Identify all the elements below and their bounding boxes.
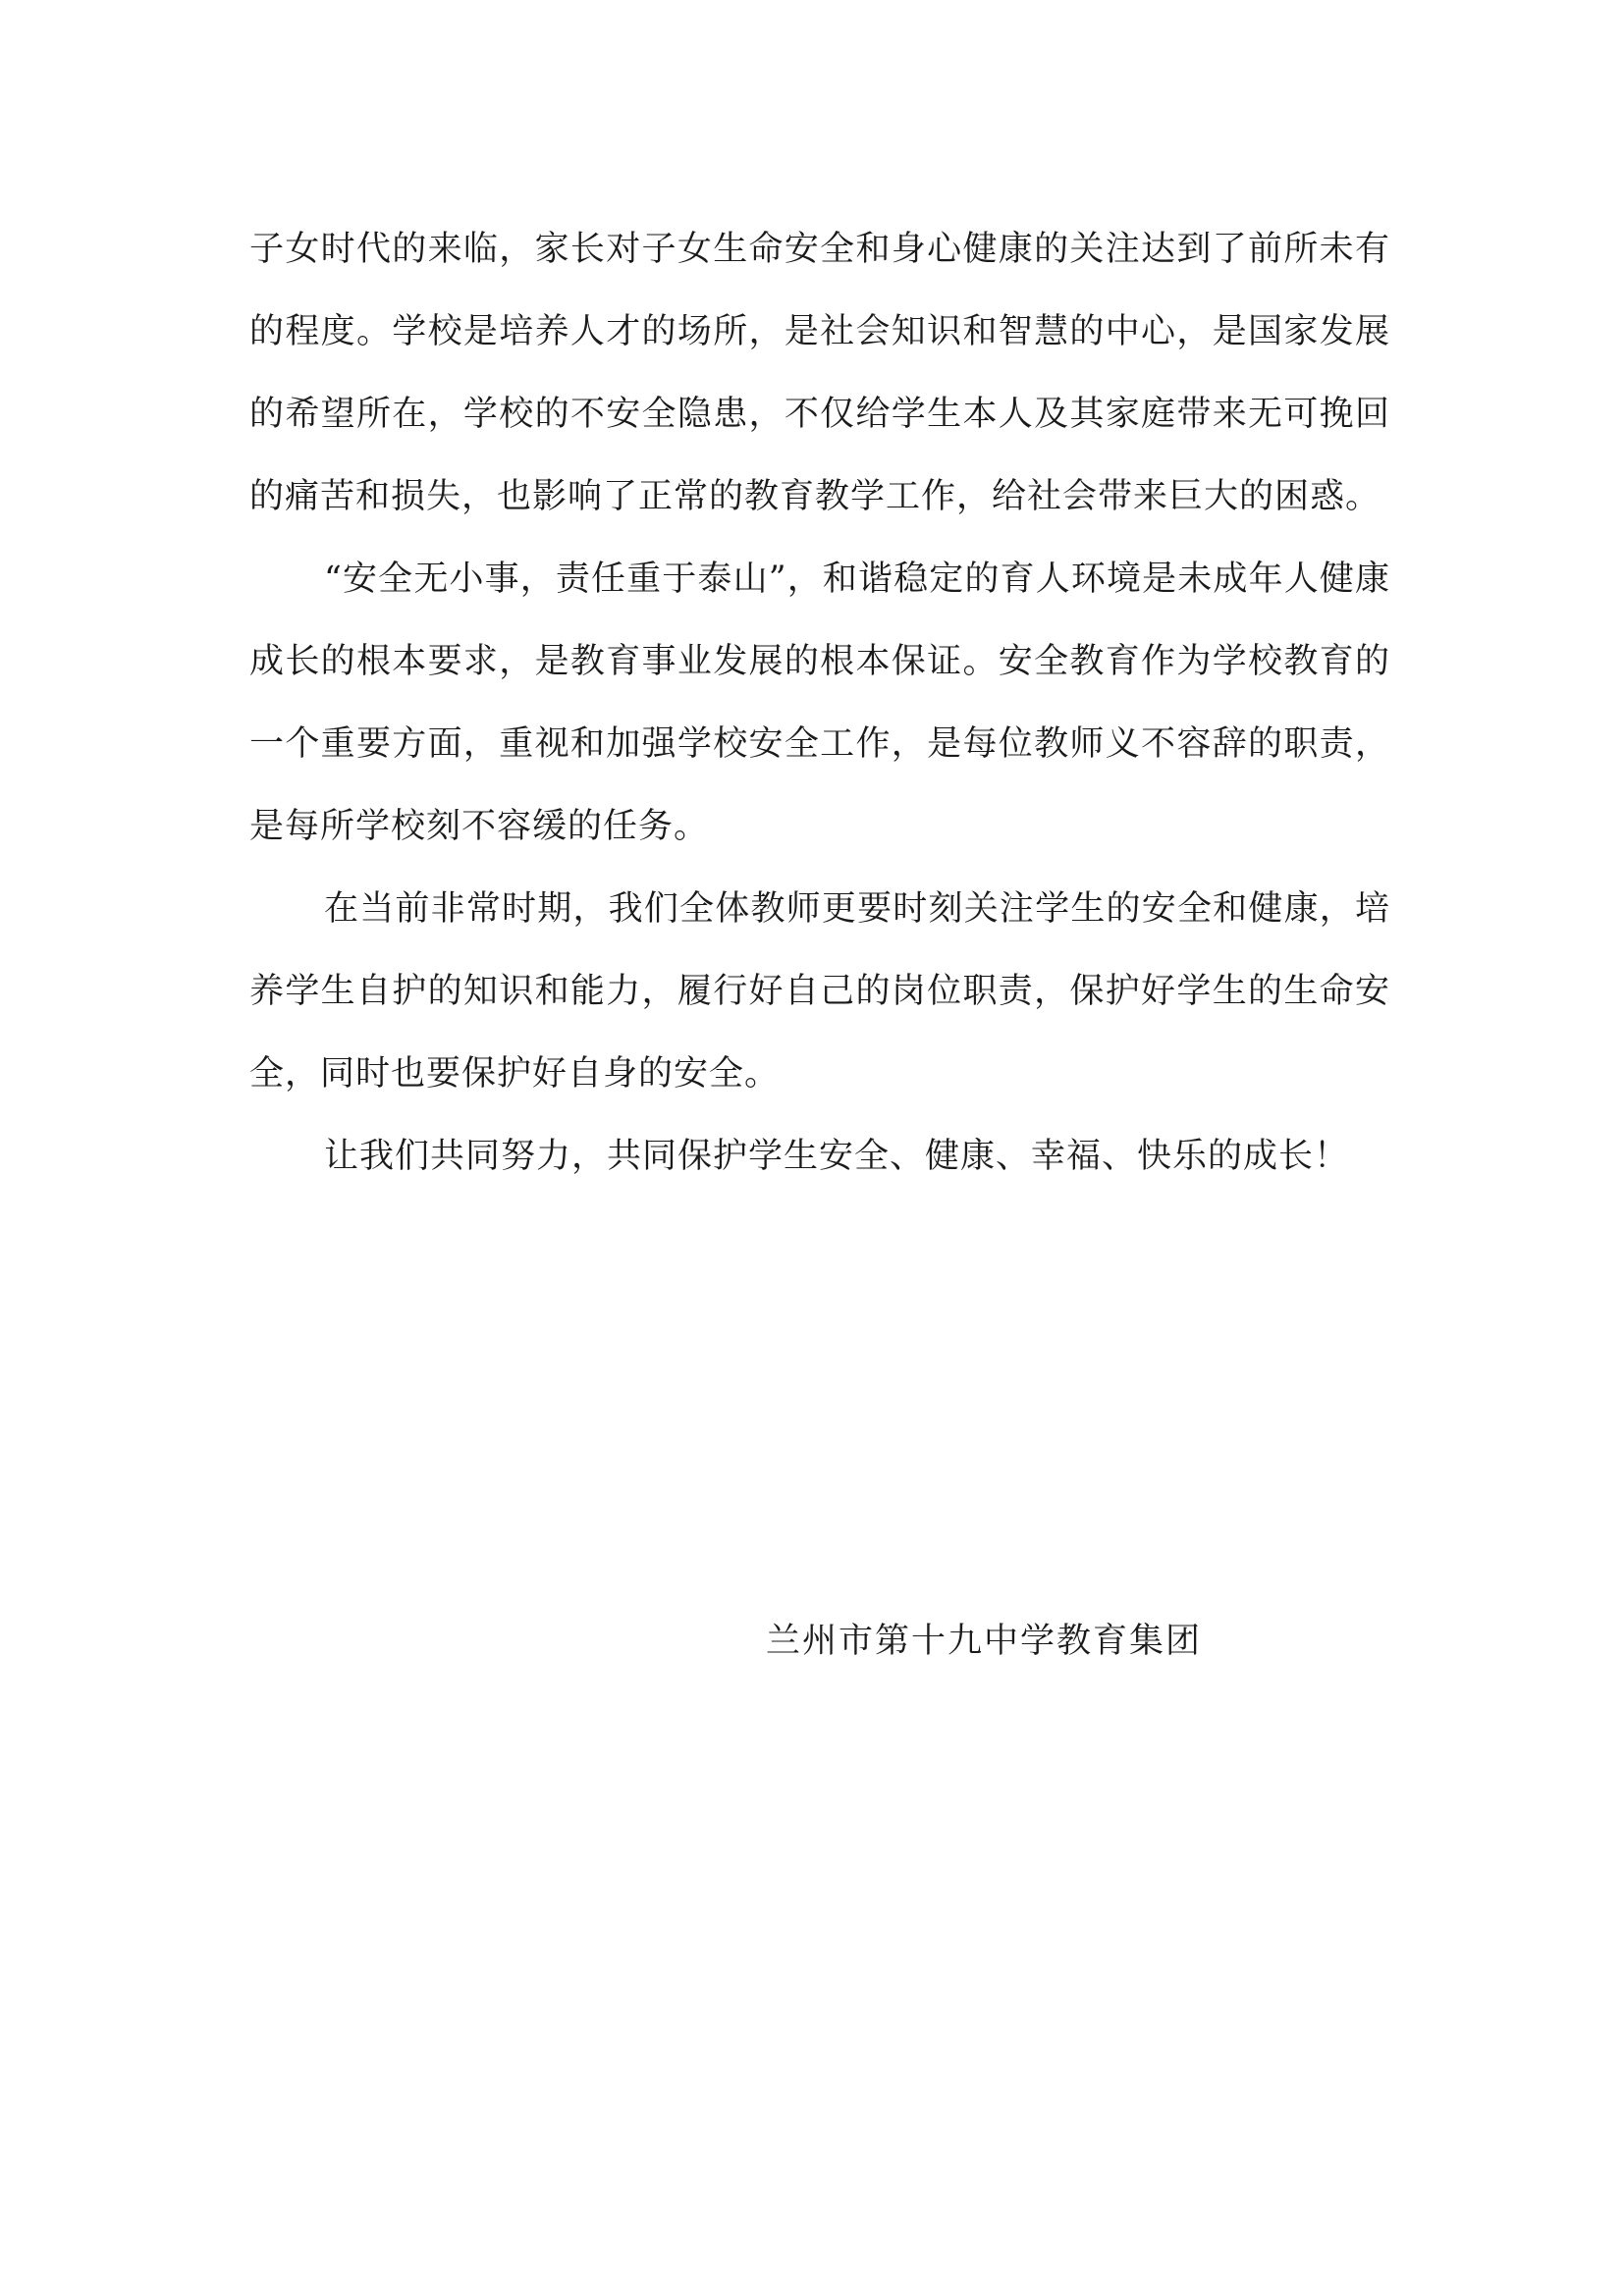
paragraph-2: “安全无小事，责任重于泰山”，和谐稳定的育人环境是未成年人健康成长的根本要求，是教育事业发展的根本保证。安全教育作为学校教育的一个重要方面，重视和加强学校安全工作，是每位教师义不容辞的职责，是每所学校刻不容缓的任务。 xyxy=(249,560,1390,846)
paragraph-3: 在当前非常时期，我们全体教师更要时刻关注学生的安全和健康，培养学生自护的知识和能力，履行好自己的岗位职责，保护好学生的生命安全，同时也要保护好自身的安全。 xyxy=(249,889,1390,1094)
paragraph-4: 让我们共同努力，共同保护学生安全、健康、幸福、快乐的成长！ xyxy=(324,1137,1350,1176)
paragraph-1: 子女时代的来临，家长对子女生命安全和身心健康的关注达到了前所未有的程度。学校是培养人才的场所，是社会知识和智慧的中心，是国家发展的希望所在，学校的不安全隐患，不仅给学生本人及其家庭带来无可挽回的痛苦和损失，也影响了正常的教育教学工作，给社会带来巨大的困惑。 xyxy=(249,230,1390,516)
signature-organization: 兰州市第十九中学教育集团 xyxy=(766,1622,1203,1661)
document-body xyxy=(249,208,1390,1198)
